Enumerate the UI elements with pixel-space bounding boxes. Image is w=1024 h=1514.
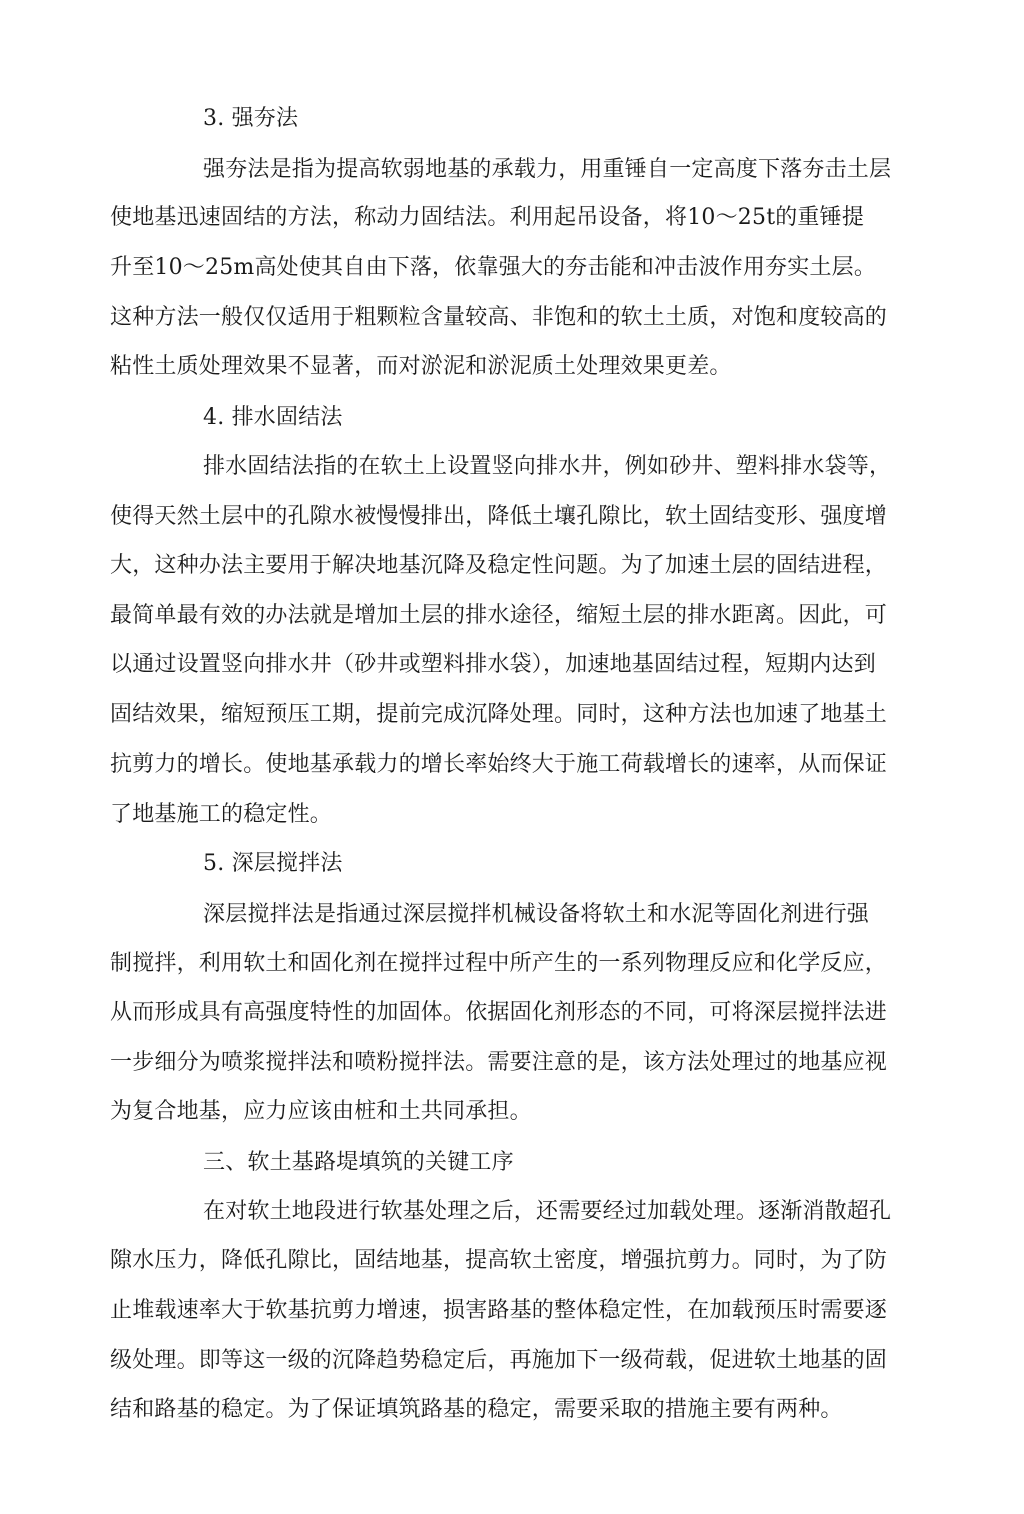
paragraph-line: 结和路基的稳定。为了保证填筑路基的稳定，需要采取的措施主要有两种。 bbox=[110, 1397, 843, 1422]
paragraph-line: 升至10～25m高处使其自由下落，依靠强大的夯击能和冲击波作用夯实土层。 bbox=[110, 255, 877, 280]
paragraph-line: 制搅拌，利用软土和固化剂在搅拌过程中所产生的一系列物理反应和化学反应， bbox=[110, 951, 888, 976]
paragraph-line: 这种方法一般仅仅适用于粗颗粒含量较高、非饱和的软土土质，对饱和度较高的 bbox=[110, 305, 888, 330]
paragraph-line: 使得天然土层中的孔隙水被慢慢排出，降低土壤孔隙比，软土固结变形、强度增 bbox=[110, 504, 888, 529]
paragraph-line: 深层搅拌法是指通过深层搅拌机械设备将软土和水泥等固化剂进行强 bbox=[203, 902, 870, 927]
paragraph-line: 抗剪力的增长。使地基承载力的增长率始终大于施工荷载增长的速率，从而保证 bbox=[110, 752, 888, 777]
section-heading-4: 4. 排水固结法 bbox=[203, 405, 343, 430]
paragraph-line: 级处理。即等这一级的沉降趋势稳定后，再施加下一级荷载，促进软土地基的固 bbox=[110, 1348, 888, 1373]
paragraph-line: 从而形成具有高强度特性的加固体。依据固化剂形态的不同，可将深层搅拌法进 bbox=[110, 1000, 888, 1025]
paragraph-line: 大，这种办法主要用于解决地基沉降及稳定性问题。为了加速土层的固结进程， bbox=[110, 553, 888, 578]
paragraph-line: 一步细分为喷浆搅拌法和喷粉搅拌法。需要注意的是，该方法处理过的地基应视 bbox=[110, 1050, 888, 1075]
paragraph-line: 排水固结法指的在软土上设置竖向排水井，例如砂井、塑料排水袋等， bbox=[203, 454, 892, 479]
paragraph-line: 强夯法是指为提高软弱地基的承载力，用重锤自一定高度下落夯击土层 bbox=[203, 157, 892, 182]
paragraph-line: 为复合地基，应力应该由桩和土共同承担。 bbox=[110, 1099, 532, 1124]
paragraph-line: 隙水压力，降低孔隙比，固结地基，提高软土密度，增强抗剪力。同时，为了防 bbox=[110, 1248, 888, 1273]
paragraph-line: 粘性土质处理效果不显著，而对淤泥和淤泥质土处理效果更差。 bbox=[110, 354, 732, 379]
paragraph-line: 使地基迅速固结的方法，称动力固结法。利用起吊设备，将10～25t的重锤提 bbox=[110, 205, 865, 230]
paragraph-line: 固结效果，缩短预压工期，提前完成沉降处理。同时，这种方法也加速了地基土 bbox=[110, 702, 888, 727]
paragraph-line: 止堆载速率大于软基抗剪力增速，损害路基的整体稳定性，在加载预压时需要逐 bbox=[110, 1298, 888, 1323]
paragraph-line: 最简单最有效的办法就是增加土层的排水途径，缩短土层的排水距离。因此，可 bbox=[110, 603, 888, 628]
paragraph-line: 在对软土地段进行软基处理之后，还需要经过加载处理。逐渐消散超孔 bbox=[203, 1199, 892, 1224]
paragraph-line: 以通过设置竖向排水井（砂井或塑料排水袋），加速地基固结过程，短期内达到 bbox=[110, 652, 877, 677]
section-heading-5: 5. 深层搅拌法 bbox=[203, 851, 343, 876]
paragraph-line: 了地基施工的稳定性。 bbox=[110, 802, 333, 827]
section-heading-three: 三、软土基路堤填筑的关键工序 bbox=[203, 1150, 514, 1175]
section-heading-3: 3. 强夯法 bbox=[203, 106, 299, 131]
